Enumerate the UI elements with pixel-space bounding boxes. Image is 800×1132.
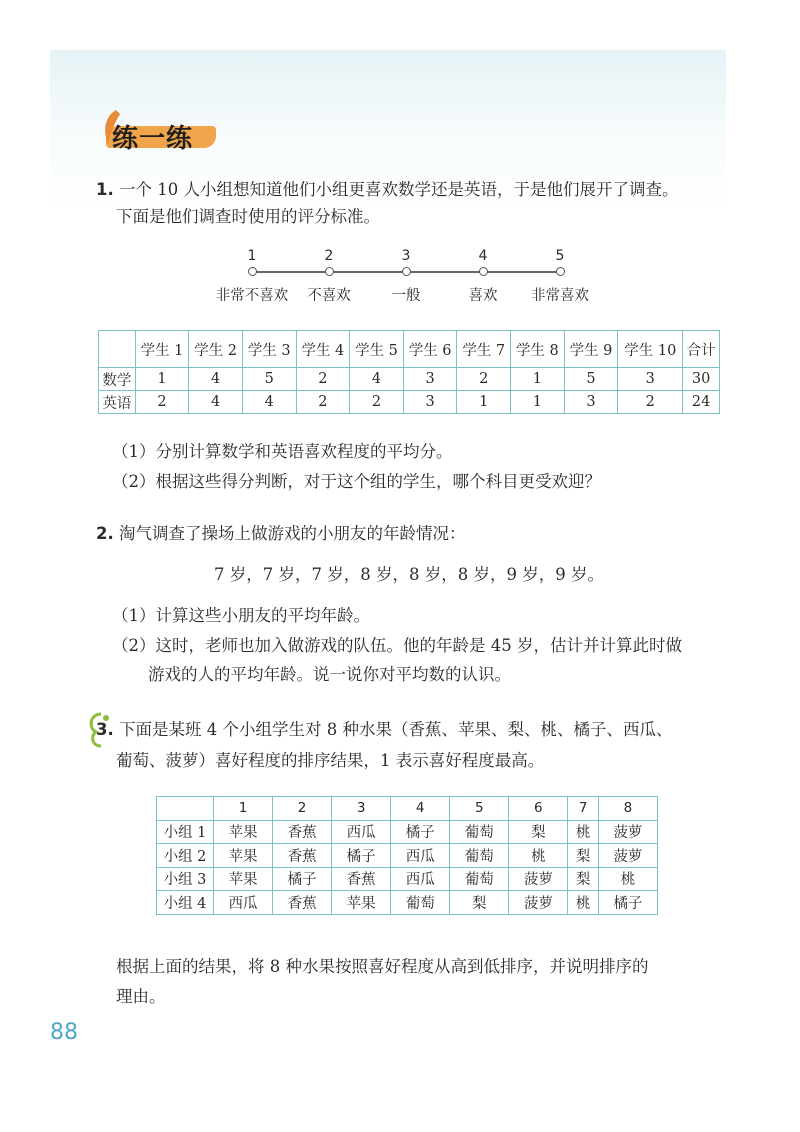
table-cell: 小组 4: [157, 891, 214, 915]
scale-dot: [402, 267, 411, 276]
table-cell: 西瓜: [391, 844, 450, 868]
table-cell: 橘子: [391, 820, 450, 844]
table-cell: 橘子: [332, 844, 391, 868]
fruit-ranking-table: [156, 796, 658, 915]
table-header-cell: 3: [332, 797, 391, 821]
table-cell: 3: [564, 391, 618, 414]
q2-text1: 淘气调查了操场上做游戏的小朋友的年龄情况：: [119, 524, 466, 543]
table-header-cell: [157, 797, 214, 821]
scale-dot: [325, 267, 334, 276]
table-cell: 30: [683, 368, 720, 391]
table-header-cell: 学生 9: [564, 331, 618, 368]
table-header-cell: 学生 7: [457, 331, 511, 368]
table-header-cell: 8: [598, 797, 657, 821]
table-cell: 2: [457, 368, 511, 391]
scale-number: 2: [324, 248, 334, 264]
scale-number: 4: [478, 248, 488, 264]
table-cell: 5: [564, 368, 618, 391]
table-header-cell: 5: [450, 797, 509, 821]
table-cell: 苹果: [214, 867, 273, 891]
table-row: [157, 867, 658, 891]
table-cell: 英语: [99, 391, 136, 414]
table-header-cell: 学生 10: [618, 331, 683, 368]
table-cell: 2: [296, 391, 350, 414]
scale-number: 3: [401, 248, 411, 264]
table-cell: 4: [189, 368, 243, 391]
table-header-cell: 6: [509, 797, 568, 821]
scale-label: 喜欢: [468, 288, 498, 304]
table-cell: 橘子: [598, 891, 657, 915]
table-row: [99, 391, 720, 414]
table-header-cell: 7: [568, 797, 599, 821]
table-header-cell: 学生 6: [403, 331, 457, 368]
q1-line2: 下面是他们调查时使用的评分标准。: [116, 207, 380, 226]
page-number: 88: [50, 1020, 78, 1045]
table-row: [157, 891, 658, 915]
rating-scale: [200, 248, 620, 308]
table-header-cell: 合计: [683, 331, 720, 368]
table-cell: 苹果: [214, 820, 273, 844]
table-header-cell: 学生 1: [135, 331, 189, 368]
header-title: 练一练: [112, 124, 194, 154]
q3-line2: 葡萄、菠萝）喜好程度的排序结果，1 表示喜好程度最高。: [116, 751, 545, 770]
q1-text1: 一个 10 人小组想知道他们小组更喜欢数学还是英语，于是他们展开了调查。: [119, 180, 679, 199]
scale-label: 不喜欢: [307, 288, 351, 304]
table-cell: 5: [242, 368, 296, 391]
table-cell: 葡萄: [391, 891, 450, 915]
table-cell: 菠萝: [509, 891, 568, 915]
scale-label: 一般: [391, 288, 421, 304]
table-cell: 梨: [568, 844, 599, 868]
scale-dot: [479, 267, 488, 276]
table-cell: 3: [618, 368, 683, 391]
table-header-cell: 2: [273, 797, 332, 821]
table-cell: 菠萝: [509, 867, 568, 891]
table-header-cell: 学生 2: [189, 331, 243, 368]
table-cell: 4: [242, 391, 296, 414]
q3-after2: 理由。: [116, 987, 166, 1006]
table-row: [99, 368, 720, 391]
table-header-cell: 学生 3: [242, 331, 296, 368]
table-header-cell: 4: [391, 797, 450, 821]
table-row: [157, 820, 658, 844]
table-cell: 2: [135, 391, 189, 414]
scale-label: 非常不喜欢: [215, 288, 289, 304]
table-cell: 小组 3: [157, 867, 214, 891]
table-row: [157, 844, 658, 868]
table-cell: 西瓜: [332, 820, 391, 844]
table-cell: 香蕉: [273, 844, 332, 868]
table-cell: 4: [350, 368, 404, 391]
q1-line1: [96, 178, 679, 202]
scale-dot: [556, 267, 565, 276]
table-cell: 小组 2: [157, 844, 214, 868]
table-cell: 苹果: [332, 891, 391, 915]
table-cell: 葡萄: [450, 867, 509, 891]
table-cell: 西瓜: [391, 867, 450, 891]
table-cell: 菠萝: [598, 844, 657, 868]
rating-table: [98, 330, 720, 414]
table-cell: 梨: [509, 820, 568, 844]
table-cell: 桃: [598, 867, 657, 891]
q1-sub1: （1）分别计算数学和英语喜欢程度的平均分。: [112, 442, 453, 461]
q1-sub2: （2）根据这些得分判断，对于这个组的学生，哪个科目更受欢迎？: [112, 472, 601, 491]
table-cell: 苹果: [214, 844, 273, 868]
table-cell: 香蕉: [273, 820, 332, 844]
q2-ages: 7 岁，7 岁，7 岁，8 岁，8 岁，8 岁，9 岁，9 岁。: [214, 565, 604, 584]
table-cell: 葡萄: [450, 844, 509, 868]
q3-number: 3.: [96, 720, 114, 739]
table-cell: 3: [403, 368, 457, 391]
scale-number: 5: [555, 248, 565, 264]
q2-sub1: （1）计算这些小朋友的平均年龄。: [112, 606, 370, 625]
q1-number: 1.: [96, 180, 114, 199]
table-cell: 香蕉: [273, 891, 332, 915]
q2-line1: [96, 522, 466, 546]
table-cell: 桃: [568, 891, 599, 915]
table-header-cell: 1: [214, 797, 273, 821]
q2-sub2a: （2）这时，老师也加入做游戏的队伍。他的年龄是 45 岁，估计并计算此时做: [112, 636, 682, 655]
table-cell: 24: [683, 391, 720, 414]
q3-line1: [96, 718, 672, 742]
q3-text1: 下面是某班 4 个小组学生对 8 种水果（香蕉、苹果、梨、桃、橘子、西瓜、: [119, 720, 673, 739]
table-cell: 1: [135, 368, 189, 391]
section-header: [100, 108, 240, 154]
table-cell: 小组 1: [157, 820, 214, 844]
q2-number: 2.: [96, 524, 114, 543]
scale-label: 非常喜欢: [531, 288, 589, 304]
table-cell: 2: [350, 391, 404, 414]
table-header-row: [157, 797, 658, 821]
table-cell: 1: [511, 391, 565, 414]
q2-sub2b: 游戏的人的平均年龄。说一说你对平均数的认识。: [148, 665, 511, 684]
table-cell: 桃: [568, 820, 599, 844]
table-cell: 桃: [509, 844, 568, 868]
table-cell: 葡萄: [450, 820, 509, 844]
table-cell: 2: [296, 368, 350, 391]
table-cell: 4: [189, 391, 243, 414]
table-cell: 橘子: [273, 867, 332, 891]
table-header-cell: 学生 4: [296, 331, 350, 368]
table-cell: 数学: [99, 368, 136, 391]
scale-dot: [248, 267, 257, 276]
table-cell: 菠萝: [598, 820, 657, 844]
table-cell: 梨: [568, 867, 599, 891]
table-header-cell: [99, 331, 136, 368]
q3-after1: 根据上面的结果，将 8 种水果按照喜好程度从高到低排序，并说明排序的: [116, 957, 649, 976]
table-cell: 1: [457, 391, 511, 414]
scale-number: 1: [247, 248, 257, 264]
table-cell: 2: [618, 391, 683, 414]
table-cell: 1: [511, 368, 565, 391]
table-header-cell: 学生 5: [350, 331, 404, 368]
table-cell: 香蕉: [332, 867, 391, 891]
table-cell: 梨: [450, 891, 509, 915]
table-cell: 西瓜: [214, 891, 273, 915]
table-header-cell: 学生 8: [511, 331, 565, 368]
table-cell: 3: [403, 391, 457, 414]
